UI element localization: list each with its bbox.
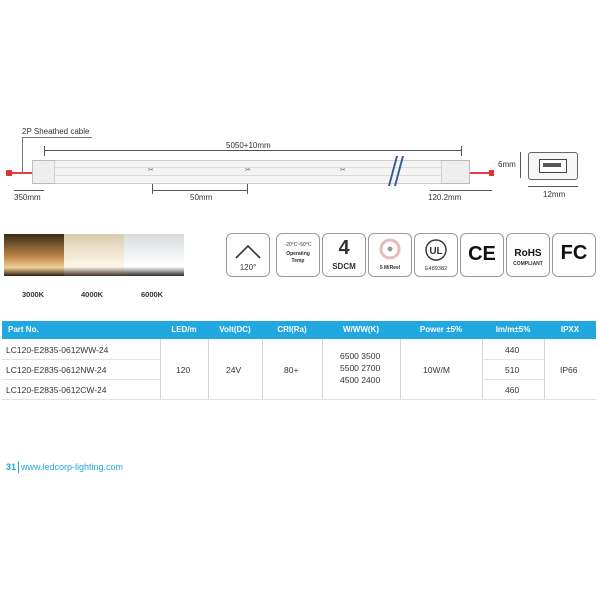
profile-pcb (543, 163, 561, 167)
row-sep-lm-2 (482, 379, 544, 380)
led-m-value: 120 (176, 365, 191, 375)
cut-mark-3: ✂ (340, 167, 346, 174)
col-sep-6 (482, 339, 483, 399)
segment-dim-tick-left (152, 184, 153, 194)
part-no-ww: LC120-E2835-0612WW-24 (6, 345, 109, 355)
fcc-icon (552, 233, 596, 277)
ce-icon (460, 233, 504, 277)
segment-dim-line (152, 190, 248, 191)
profile-width-dim (528, 186, 578, 187)
header-lm: lm/m±5% (495, 325, 531, 334)
table-bottom (2, 399, 596, 400)
col-sep-1 (160, 339, 161, 399)
cut-mark-1: ✂ (148, 167, 154, 174)
profile-height-label: 6mm (498, 160, 516, 169)
profile-height-dim (520, 152, 521, 178)
segment-dim-tick-right (247, 184, 248, 194)
svg-text:UL: UL (429, 246, 443, 257)
row-sep-lm-1 (482, 359, 544, 360)
rohs-sub: COMPLIANT (513, 261, 543, 267)
cable-left-label: 350mm (14, 193, 41, 202)
table-header (2, 321, 596, 339)
length-label: 5050+10mm (226, 141, 271, 150)
profile-width-label: 12mm (543, 190, 566, 199)
power-value: 10W/M (423, 365, 450, 375)
sdcm-number: 4 (338, 237, 350, 259)
reel-label: 5 M/Reel (379, 265, 401, 271)
part-no-cw: LC120-E2835-0612CW-24 (6, 385, 107, 395)
segment-label: 50mm (190, 193, 213, 202)
footer-url-link[interactable]: www.ledcorp-lighting.com (21, 462, 124, 472)
right-endcap (440, 160, 470, 184)
header-power: Power ±5% (419, 325, 463, 334)
swatch-6000k (124, 234, 184, 276)
header-led-m: LED/m (171, 325, 197, 334)
left-endcap (32, 160, 56, 184)
operating-temp-icon (276, 233, 320, 277)
ce-label: CE (468, 243, 496, 265)
swatch-3000k (4, 234, 64, 276)
sdcm-label: SDCM (332, 262, 356, 271)
ip-value: IP66 (560, 365, 578, 375)
ww-value-1: 6500 3500 (340, 351, 381, 361)
header-ipxx: IPXX (560, 325, 580, 334)
footer-divider (18, 461, 19, 473)
header-cri: CRI(Ra) (277, 325, 307, 334)
length-dim-tick-right (461, 146, 462, 156)
col-sep-7 (544, 339, 545, 399)
cut-mark-2: ✂ (245, 167, 251, 174)
lm-value-nw: 510 (505, 365, 520, 375)
lm-value-ww: 440 (505, 345, 520, 355)
ww-value-2: 5500 2700 (340, 363, 381, 373)
right-cable-tip (489, 170, 494, 176)
col-sep-4 (322, 339, 323, 399)
temp-line2: Temp (291, 258, 305, 264)
cable-label-leader-v (22, 137, 23, 173)
part-no-nw: LC120-E2835-0612NW-24 (6, 365, 107, 375)
profile-cross-section (528, 152, 578, 180)
ul-number: E489382 (424, 266, 448, 272)
cable-label-leader (22, 137, 92, 138)
header-volt: Volt(DC) (219, 325, 251, 334)
cable-right-dim-line (430, 190, 492, 191)
header-ww: W/WW(K) (343, 325, 379, 334)
length-dim-tick-left (44, 146, 45, 156)
beam-angle-icon (226, 233, 270, 277)
swatch-label-4000k: 4000K (81, 290, 104, 299)
cable-right-label: 120.2mm (428, 193, 462, 202)
temp-range: -20°C~50°C (284, 242, 312, 248)
cri-value: 80+ (284, 365, 299, 375)
cable-left-dim-line (14, 190, 44, 191)
reel-icon (368, 233, 412, 277)
cable-label: 2P Sheathed cable (22, 127, 90, 136)
col-sep-5 (400, 339, 401, 399)
fc-label: FC (560, 242, 588, 264)
swatch-4000k (64, 234, 124, 276)
rohs-icon (506, 233, 550, 277)
ul-listed-icon (414, 233, 458, 277)
strip-inner-line-bottom (55, 175, 441, 176)
swatch-label-3000k: 3000K (22, 290, 45, 299)
left-cable-tip (6, 170, 12, 176)
ww-value-3: 4500 2400 (340, 375, 381, 385)
sdcm-icon (322, 233, 366, 277)
col-sep-3 (262, 339, 263, 399)
row-sep-1 (2, 359, 160, 360)
volt-value: 24V (226, 365, 242, 375)
col-sep-2 (208, 339, 209, 399)
lm-value-cw: 460 (505, 385, 520, 395)
temp-line1: Operating (286, 251, 310, 257)
length-dim-line (44, 150, 462, 151)
swatch-label-6000k: 6000K (141, 290, 164, 299)
rohs-label: RoHS (514, 248, 542, 259)
page-number: 31 (6, 462, 17, 472)
beam-angle-label: 120° (239, 263, 257, 272)
header-part-no: Part No. (8, 325, 39, 334)
row-sep-2 (2, 379, 160, 380)
